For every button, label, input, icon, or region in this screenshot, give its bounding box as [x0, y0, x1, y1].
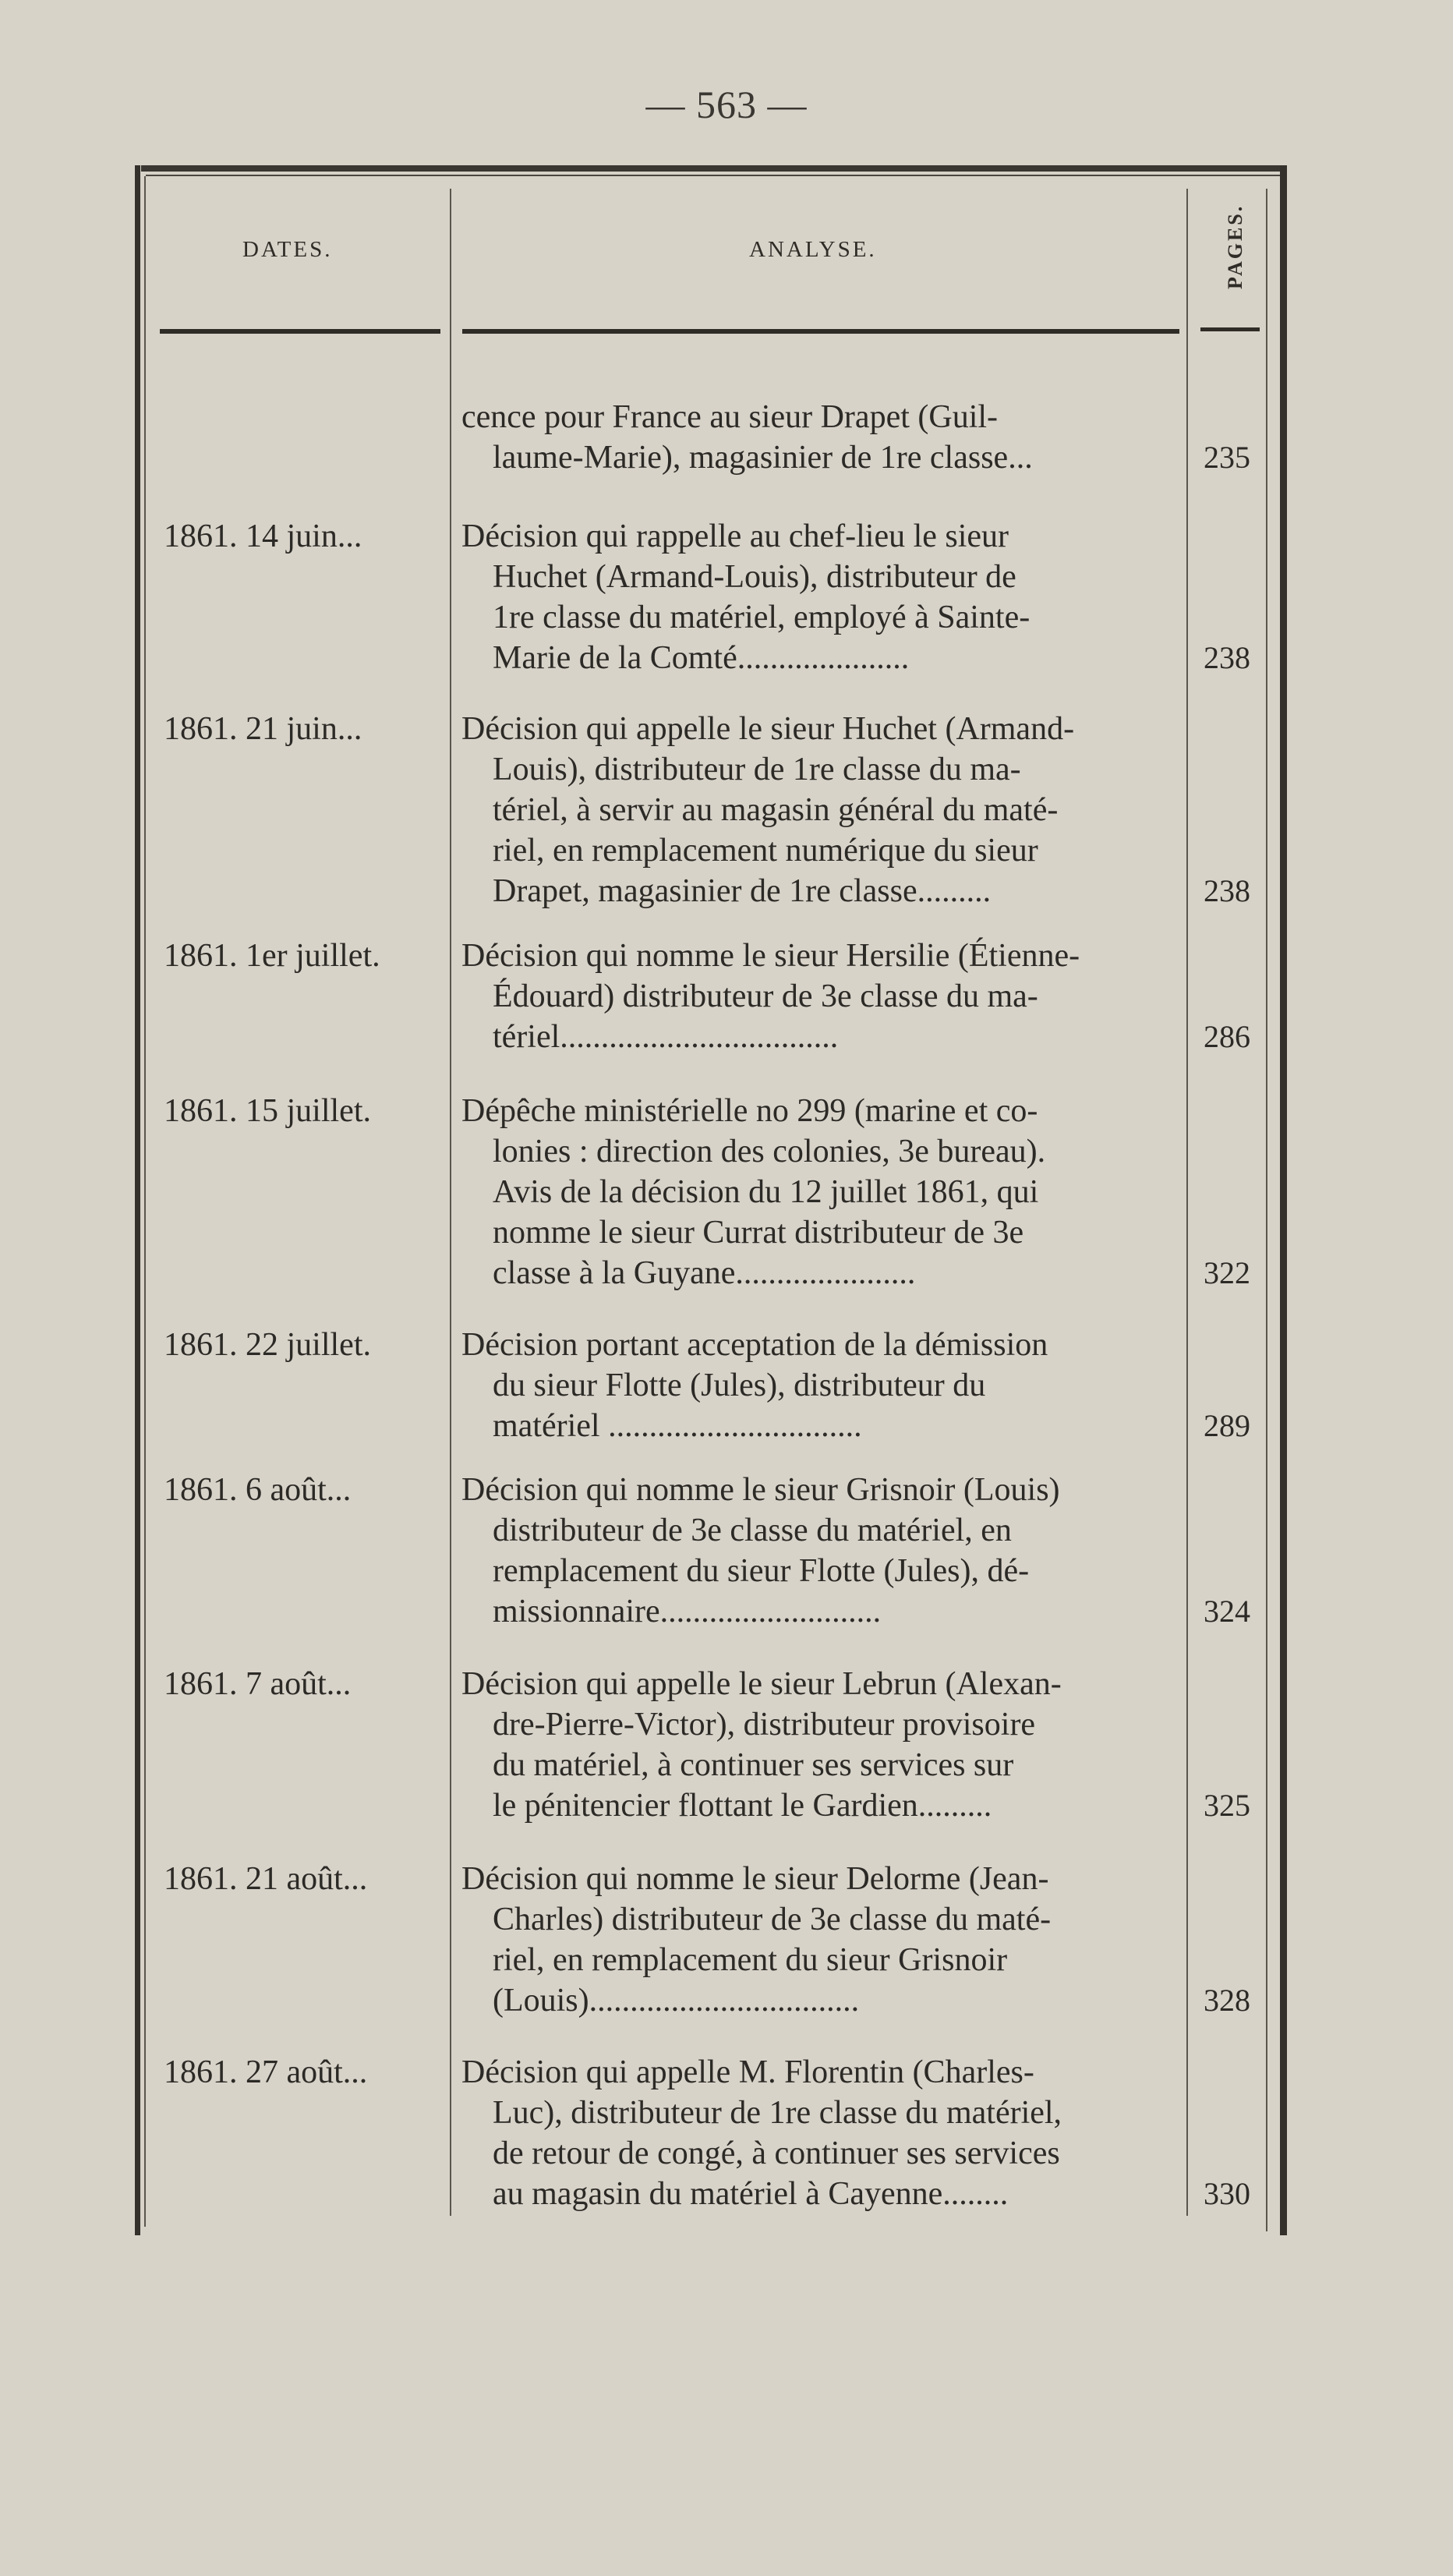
entry-date: 1861. 14 juin... — [164, 518, 362, 554]
entry-page-number: 238 — [1204, 640, 1250, 675]
page-number: — 563 — — [645, 83, 808, 126]
entry-page-number: 289 — [1204, 1408, 1250, 1443]
analysis-line: Marie de la Comté..................... — [493, 640, 910, 676]
analysis-line: Luc), distributeur de 1re classe du matériel, — [493, 2095, 1062, 2131]
entry-analysis — [461, 1664, 1177, 1826]
analysis-line: riel, en remplacement numérique du sieur — [493, 833, 1038, 869]
entry-page-number: 330 — [1204, 2176, 1250, 2211]
header-rule-analyse — [462, 329, 1179, 334]
analysis-line: 1re classe du matériel, employé à Sainte- — [493, 600, 1031, 635]
entry-analysis — [461, 1325, 1177, 1446]
analysis-line: du matériel, à continuer ses services sur — [493, 1747, 1014, 1783]
header-dates: DATES. — [242, 237, 333, 262]
analysis-line: (Louis)................................. — [493, 1983, 860, 2019]
entry-analysis — [461, 2052, 1177, 2214]
entry-page-number: 235 — [1204, 440, 1250, 475]
entry-analysis — [461, 936, 1177, 1057]
analysis-line: Décision qui nomme le sieur Grisnoir (Louis) — [461, 1472, 1060, 1508]
analysis-line: missionnaire........................... — [493, 1594, 882, 1629]
analysis-line: Charles) distributeur de 3e classe du maté- — [493, 1902, 1052, 1937]
analysis-line: de retour de congé, à continuer ses services — [493, 2135, 1060, 2171]
analysis-line: nomme le sieur Currat distributeur de 3e — [493, 1215, 1024, 1251]
table-left-border — [135, 165, 140, 2235]
entry-analysis — [461, 516, 1177, 678]
analysis-line: Décision portant acceptation de la démission — [461, 1327, 1048, 1363]
analysis-line: Huchet (Armand-Louis), distributeur de — [493, 559, 1016, 595]
entry-page-number: 238 — [1204, 873, 1250, 908]
entry-page-number: 328 — [1204, 1983, 1250, 2018]
analysis-line: Avis de la décision du 12 juillet 1861, qui — [493, 1174, 1039, 1210]
column-divider-analyse — [1186, 189, 1188, 2216]
entry-page-number: 322 — [1204, 1255, 1250, 1290]
table-top-rule-inner — [146, 175, 1280, 176]
entry-page-number: 325 — [1204, 1788, 1250, 1823]
entry-date: 1861. 21 août... — [164, 1861, 368, 1897]
analysis-line: Dépêche ministérielle no 299 (marine et co- — [461, 1093, 1038, 1129]
analysis-line: au magasin du matériel à Cayenne........ — [493, 2176, 1009, 2212]
entry-page-number: 324 — [1204, 1594, 1250, 1629]
analysis-line: tériel, à servir au magasin général du maté- — [493, 792, 1059, 828]
entry-analysis — [461, 709, 1177, 911]
table-left-border-inner — [144, 176, 146, 2227]
analysis-line: Drapet, magasinier de 1re classe......... — [493, 873, 992, 909]
column-divider-pages — [1266, 189, 1267, 2231]
entry-date: 1861. 6 août... — [164, 1472, 352, 1508]
entry-page-number: 286 — [1204, 1019, 1250, 1054]
table-top-rule — [141, 165, 1283, 172]
analysis-line: Édouard) distributeur de 3e classe du ma- — [493, 978, 1038, 1014]
header-pages: PAGES. — [1224, 203, 1246, 289]
analysis-line: lonies : direction des colonies, 3e bureau). — [493, 1134, 1046, 1169]
analysis-line: du sieur Flotte (Jules), distributeur du — [493, 1368, 986, 1403]
analysis-line: remplacement du sieur Flotte (Jules), dé- — [493, 1553, 1030, 1589]
analysis-line: Louis), distributeur de 1re classe du ma- — [493, 752, 1021, 787]
entry-analysis — [461, 1859, 1177, 2021]
analysis-line: Décision qui appelle M. Florentin (Charles- — [461, 2054, 1034, 2090]
analysis-line: dre-Pierre-Victor), distributeur provisoire — [493, 1707, 1036, 1743]
analysis-line: Décision qui appelle le sieur Huchet (Armand- — [461, 711, 1075, 747]
entry-analysis — [461, 1470, 1177, 1632]
entry-date: 1861. 1er juillet. — [164, 938, 380, 974]
entry-date: 1861. 7 août... — [164, 1666, 352, 1702]
analysis-line: Décision qui nomme le sieur Delorme (Jean- — [461, 1861, 1049, 1897]
analysis-line: matériel ............................... — [493, 1408, 862, 1444]
entry-analysis — [461, 1091, 1177, 1293]
column-divider-dates — [450, 189, 451, 2216]
analysis-line: laume-Marie), magasinier de 1re classe... — [493, 440, 1033, 476]
entry-date: 1861. 15 juillet. — [164, 1093, 371, 1129]
entry-date: 1861. 27 août... — [164, 2054, 368, 2090]
header-rule-dates — [160, 329, 440, 334]
analysis-line: riel, en remplacement du sieur Grisnoir — [493, 1942, 1008, 1978]
entry-date: 1861. 22 juillet. — [164, 1327, 371, 1363]
analysis-line: tériel.................................. — [493, 1019, 839, 1055]
analysis-line: le pénitencier flottant le Gardien......... — [493, 1788, 992, 1824]
analysis-line: distributeur de 3e classe du matériel, en — [493, 1513, 1012, 1548]
table-right-border — [1280, 165, 1287, 2235]
header-analyse: ANALYSE. — [749, 237, 877, 262]
entry-analysis — [461, 397, 1177, 478]
analysis-line: Décision qui nomme le sieur Hersilie (Étienne- — [461, 938, 1080, 974]
header-rule-pages — [1200, 327, 1260, 331]
analysis-line: classe à la Guyane...................... — [493, 1255, 916, 1291]
register-table — [135, 165, 1294, 2231]
analysis-line: Décision qui rappelle au chef-lieu le sieur — [461, 518, 1009, 554]
entry-date: 1861. 21 juin... — [164, 711, 362, 747]
analysis-line: Décision qui appelle le sieur Lebrun (Alexan- — [461, 1666, 1062, 1702]
analysis-line: cence pour France au sieur Drapet (Guil- — [461, 399, 999, 435]
